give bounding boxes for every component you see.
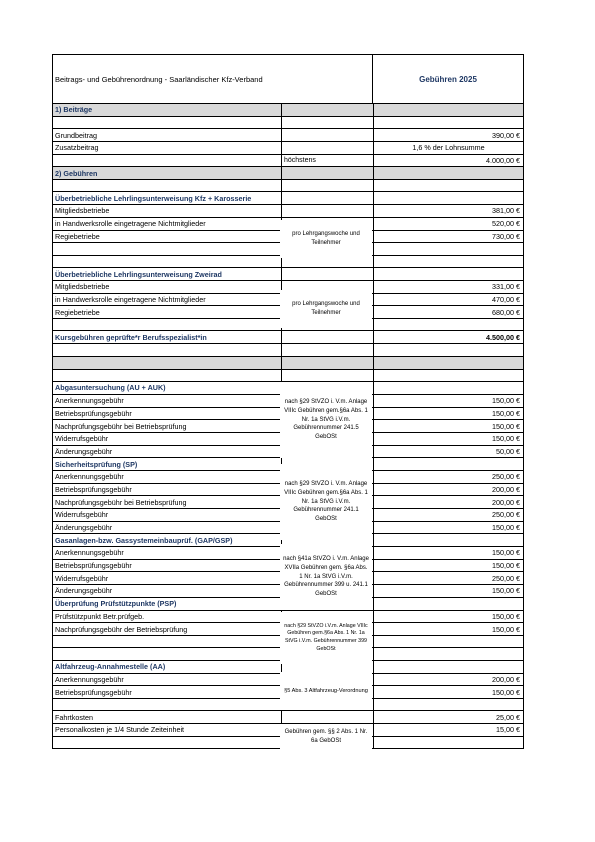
row-note bbox=[281, 711, 373, 724]
row-label: Änderungsgebühr bbox=[53, 585, 281, 598]
row-label: Regiebetriebe bbox=[53, 306, 281, 319]
row-fee bbox=[373, 357, 523, 370]
row-fee: 4.500,00 € bbox=[373, 331, 523, 344]
row-fee: 50,00 € bbox=[373, 446, 523, 459]
row-label bbox=[53, 737, 281, 750]
row-note: höchstens bbox=[281, 155, 373, 168]
row-fee bbox=[373, 534, 523, 547]
row-fee: 15,00 € bbox=[373, 724, 523, 737]
row-fee: 730,00 € bbox=[373, 231, 523, 244]
row-fee bbox=[373, 370, 523, 383]
row-label: Altfahrzeug-Annahmestelle (AA) bbox=[53, 661, 281, 674]
row-label: Prüfstützpunkt Betr.prüfgeb. bbox=[53, 611, 281, 624]
row-note bbox=[281, 268, 373, 281]
row-note bbox=[281, 357, 373, 370]
row-label bbox=[53, 636, 281, 649]
row-fee: 680,00 € bbox=[373, 306, 523, 319]
spacer-row bbox=[52, 117, 524, 130]
row-fee: 150,00 € bbox=[373, 585, 523, 598]
table-row bbox=[52, 192, 524, 205]
spacer-row bbox=[52, 370, 524, 383]
row-fee bbox=[373, 192, 523, 205]
table-row bbox=[52, 104, 524, 117]
table-header bbox=[52, 54, 524, 104]
row-fee bbox=[373, 458, 523, 471]
row-fee: 250,00 € bbox=[373, 471, 523, 484]
row-label: Nachprüfungsgebühr der Betriebsprüfung bbox=[53, 623, 281, 636]
row-fee: 4.000,00 € bbox=[373, 155, 523, 168]
row-fee: 250,00 € bbox=[373, 572, 523, 585]
row-label: Grundbeitrag bbox=[53, 129, 281, 142]
row-fee bbox=[373, 344, 523, 357]
row-label: Fahrtkosten bbox=[53, 711, 281, 724]
row-note bbox=[281, 129, 373, 142]
table-row bbox=[52, 142, 524, 155]
row-fee: 150,00 € bbox=[373, 420, 523, 433]
row-fee bbox=[373, 167, 523, 180]
row-label bbox=[53, 648, 281, 661]
row-fee bbox=[373, 268, 523, 281]
row-fee: 150,00 € bbox=[373, 547, 523, 560]
row-label: Betriebsprüfungsgebühr bbox=[53, 408, 281, 421]
row-fee: 381,00 € bbox=[373, 205, 523, 218]
note-gap: nach §41a StVZO i. V.m. Anlage XVIIa Gebühren gem. §6a Abs. 1 Nr. 1a StVG i.V.m. Gebührennummer 399 u. 241.1 GebOSt bbox=[280, 544, 372, 610]
row-label: Anerkennungsgebühr bbox=[53, 674, 281, 687]
row-fee bbox=[373, 180, 523, 193]
row-note bbox=[281, 344, 373, 357]
note-au: nach §29 StVZO i. V.m. Anlage VIIIc Gebühren gem.§6a Abs. 1 Nr. 1a StVG i.V.m. Gebührennummer 241.5 GebOSt bbox=[280, 382, 372, 458]
row-note bbox=[281, 104, 373, 117]
row-label: Widerrufsgebühr bbox=[53, 572, 281, 585]
row-label bbox=[53, 243, 281, 256]
table-row bbox=[52, 268, 524, 281]
table-row bbox=[52, 711, 524, 724]
row-fee: 150,00 € bbox=[373, 623, 523, 636]
row-fee bbox=[373, 737, 523, 750]
row-note bbox=[281, 167, 373, 180]
fee-column-header: Gebühren 2025 bbox=[419, 74, 477, 84]
row-fee: 331,00 € bbox=[373, 281, 523, 294]
row-label: Mitgliedsbetriebe bbox=[53, 205, 281, 218]
row-fee bbox=[373, 699, 523, 712]
row-label: 1) Beiträge bbox=[53, 104, 281, 117]
row-label: Änderungsgebühr bbox=[53, 446, 281, 459]
row-label: Personalkosten je 1/4 Stunde Zeiteinheit bbox=[53, 724, 281, 737]
table-row bbox=[52, 331, 524, 344]
row-label: Überbetriebliche Lehrlingsunterweisung Zweirad bbox=[53, 268, 281, 281]
row-fee: 25,00 € bbox=[373, 711, 523, 724]
note-fahrtkosten: Gebühren gem. §§ 2 Abs. 1 Nr. 6a GebOSt bbox=[280, 724, 372, 750]
row-label bbox=[53, 319, 281, 332]
row-fee bbox=[373, 256, 523, 269]
row-label bbox=[53, 117, 281, 130]
row-label: Anerkennungsgebühr bbox=[53, 395, 281, 408]
note-lehrling-zweirad: pro Lehrgangswoche und Teilnehmer bbox=[280, 290, 372, 328]
document-title: Beitrags- und Gebührenordnung - Saarländischer Kfz-Verband bbox=[53, 55, 373, 103]
row-label: Überprüfung Prüfstützpunkte (PSP) bbox=[53, 598, 281, 611]
row-fee: 150,00 € bbox=[373, 395, 523, 408]
row-note bbox=[281, 192, 373, 205]
row-note bbox=[281, 370, 373, 383]
row-fee bbox=[373, 648, 523, 661]
row-fee: 390,00 € bbox=[373, 129, 523, 142]
row-label bbox=[53, 256, 281, 269]
row-fee: 200,00 € bbox=[373, 674, 523, 687]
row-note bbox=[281, 142, 373, 155]
row-label: Widerrufsgebühr bbox=[53, 433, 281, 446]
row-fee bbox=[373, 243, 523, 256]
row-fee: 150,00 € bbox=[373, 686, 523, 699]
row-label: Regiebetriebe bbox=[53, 231, 281, 244]
spacer-row bbox=[52, 180, 524, 193]
note-psp: nach §29 StVZO i.V.m. Anlage VIIIc Gebühren gem.§6a Abs. 1 Nr. 1a StVG i.V.m. Gebührennummer 399 GebOSt bbox=[280, 612, 372, 664]
row-label: Betriebsprüfungsgebühr bbox=[53, 686, 281, 699]
table-row bbox=[52, 167, 524, 180]
row-note bbox=[281, 331, 373, 344]
row-fee: 150,00 € bbox=[373, 560, 523, 573]
row-label: Nachprüfungsgebühr bei Betriebsprüfung bbox=[53, 420, 281, 433]
row-fee bbox=[373, 319, 523, 332]
row-fee: 150,00 € bbox=[373, 611, 523, 624]
table-row bbox=[52, 357, 524, 370]
row-label: Zusatzbeitrag bbox=[53, 142, 281, 155]
row-label bbox=[53, 357, 281, 370]
row-label: Abgasuntersuchung (AU + AUK) bbox=[53, 382, 281, 395]
row-label: Gasanlagen-bzw. Gassystemeinbauprüf. (GAP/GSP) bbox=[53, 534, 281, 547]
row-fee: 200,00 € bbox=[373, 496, 523, 509]
row-fee: 520,00 € bbox=[373, 218, 523, 231]
row-label: Widerrufsgebühr bbox=[53, 509, 281, 522]
table-row bbox=[52, 155, 524, 168]
row-label: 2) Gebühren bbox=[53, 167, 281, 180]
row-label bbox=[53, 180, 281, 193]
row-label bbox=[53, 344, 281, 357]
row-label: in Handwerksrolle eingetragene Nichtmitglieder bbox=[53, 218, 281, 231]
row-note bbox=[281, 205, 373, 218]
row-label: Kursgebühren geprüfte*r Berufsspezialist*in bbox=[53, 331, 281, 344]
row-fee: 150,00 € bbox=[373, 408, 523, 421]
row-fee bbox=[373, 661, 523, 674]
row-fee: 1,6 % der Lohnsumme bbox=[373, 142, 523, 155]
row-note bbox=[281, 117, 373, 130]
row-label: Betriebsprüfungsgebühr bbox=[53, 560, 281, 573]
row-label: Mitgliedsbetriebe bbox=[53, 281, 281, 294]
row-label: Nachprüfungsgebühr bei Betriebsprüfung bbox=[53, 496, 281, 509]
row-label: Betriebsprüfungsgebühr bbox=[53, 484, 281, 497]
note-aa: §5 Abs. 3 Altfahrzeug-Verordnung bbox=[280, 672, 372, 710]
row-label: Änderungsgebühr bbox=[53, 522, 281, 535]
row-fee: 150,00 € bbox=[373, 433, 523, 446]
row-fee bbox=[373, 104, 523, 117]
row-label bbox=[53, 370, 281, 383]
row-label: Anerkennungsgebühr bbox=[53, 547, 281, 560]
note-sp: nach §29 StVZO i. V.m. Anlage VIIIc Gebühren gem.§6a Abs. 1 Nr. 1a StVG i.V.m. Gebührennummer 241.1 GebOSt bbox=[280, 464, 372, 540]
table-row bbox=[52, 205, 524, 218]
row-label: Sicherheitsprüfung (SP) bbox=[53, 458, 281, 471]
row-label bbox=[53, 699, 281, 712]
row-fee bbox=[373, 117, 523, 130]
row-note bbox=[281, 180, 373, 193]
row-fee bbox=[373, 636, 523, 649]
row-fee bbox=[373, 382, 523, 395]
table-row bbox=[52, 129, 524, 142]
spacer-row bbox=[52, 344, 524, 357]
row-label: Überbetriebliche Lehrlingsunterweisung Kfz + Karosserie bbox=[53, 192, 281, 205]
row-fee: 150,00 € bbox=[373, 522, 523, 535]
row-fee: 470,00 € bbox=[373, 294, 523, 307]
row-fee: 250,00 € bbox=[373, 509, 523, 522]
row-fee: 200,00 € bbox=[373, 484, 523, 497]
row-label: in Handwerksrolle eingetragene Nichtmitglieder bbox=[53, 294, 281, 307]
row-label: Anerkennungsgebühr bbox=[53, 471, 281, 484]
note-lehrling-kfz: pro Lehrgangswoche und Teilnehmer bbox=[280, 220, 372, 258]
row-fee bbox=[373, 598, 523, 611]
row-label bbox=[53, 155, 281, 168]
